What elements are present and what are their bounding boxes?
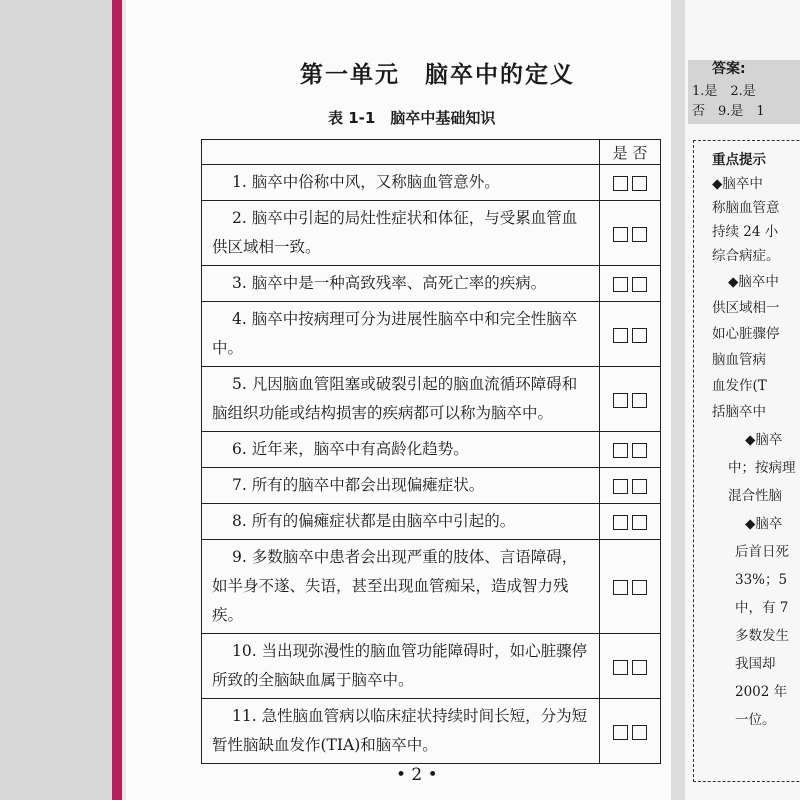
table-row xyxy=(202,367,661,432)
answer-cell xyxy=(600,634,661,699)
answer-cell xyxy=(600,699,661,764)
answer-cell xyxy=(600,201,661,266)
answer-line: 1.是 2.是 xyxy=(692,84,756,99)
yes-checkbox[interactable] xyxy=(613,443,628,458)
yes-checkbox[interactable] xyxy=(613,328,628,343)
no-checkbox[interactable] xyxy=(632,515,647,530)
table-row xyxy=(202,634,661,699)
answer-cell xyxy=(600,432,661,468)
tip-line: 中，有 7 xyxy=(735,600,789,616)
table-row xyxy=(202,699,661,764)
question-text: 8. 所有的偏瘫症状都是由脑卒中引起的。 xyxy=(202,504,600,540)
answer-cell xyxy=(600,367,661,432)
table-header-row xyxy=(202,140,661,165)
yes-checkbox[interactable] xyxy=(613,393,628,408)
table-row xyxy=(202,201,661,266)
tip-line: 括脑卒中 xyxy=(712,404,766,420)
answer-cell xyxy=(600,540,661,634)
yes-checkbox[interactable] xyxy=(613,479,628,494)
tip-line: 多数发生 xyxy=(735,628,789,644)
table-row xyxy=(202,468,661,504)
book-spine-area xyxy=(0,0,112,800)
question-text: 10. 当出现弥漫性的脑血管功能障碍时，如心脏骤停所致的全脑缺血属于脑卒中。 xyxy=(202,634,600,699)
answer-cell xyxy=(600,302,661,367)
tip-line: 称脑血管意 xyxy=(712,200,780,216)
tip-line: 供区域相一 xyxy=(712,300,780,316)
table-row xyxy=(202,165,661,201)
tip-line: 中；按病理 xyxy=(728,460,796,476)
tip-line: ◆脑卒中 xyxy=(712,176,763,192)
tip-line: 血发作(T xyxy=(712,378,767,394)
no-checkbox[interactable] xyxy=(632,277,647,292)
question-text: 4. 脑卒中按病理可分为进展性脑卒中和完全性脑卒中。 xyxy=(202,302,600,367)
question-header-cell xyxy=(202,140,600,165)
no-checkbox[interactable] xyxy=(632,227,647,242)
yes-checkbox[interactable] xyxy=(613,660,628,675)
table-row xyxy=(202,432,661,468)
tip-line: ◆脑卒中 xyxy=(728,274,779,290)
question-text: 11. 急性脑血管病以临床症状持续时间长短，分为短暂性脑缺血发作(TIA)和脑卒中。 xyxy=(202,699,600,764)
tip-line: 后首日死 xyxy=(735,544,789,560)
tip-line: 混合性脑 xyxy=(728,488,782,504)
tip-line: 持续 24 小 xyxy=(712,224,779,240)
no-checkbox[interactable] xyxy=(632,443,647,458)
page-number: • 2 • xyxy=(396,765,438,785)
answer-cell xyxy=(600,266,661,302)
tip-line: 综合病症。 xyxy=(712,248,780,264)
answer-cell xyxy=(600,504,661,540)
yes-no-header: 是 否 xyxy=(600,140,661,165)
table-row xyxy=(202,504,661,540)
yes-checkbox[interactable] xyxy=(613,277,628,292)
tip-line: 我国却 xyxy=(735,656,776,672)
question-text: 7. 所有的脑卒中都会出现偏瘫症状。 xyxy=(202,468,600,504)
tip-line: 一位。 xyxy=(735,712,776,728)
tips-title: 重点提示 xyxy=(712,152,766,168)
table-row xyxy=(202,302,661,367)
yes-checkbox[interactable] xyxy=(613,515,628,530)
question-text: 5. 凡因脑血管阻塞或破裂引起的脑血流循环障碍和脑组织功能或结构损害的疾病都可以称为脑卒中。 xyxy=(202,367,600,432)
no-checkbox[interactable] xyxy=(632,176,647,191)
tip-line: 33%；5 xyxy=(735,572,788,588)
no-checkbox[interactable] xyxy=(632,393,647,408)
tip-line: ◆脑卒 xyxy=(745,516,783,532)
tip-line: 2002 年 xyxy=(735,684,788,700)
yes-checkbox[interactable] xyxy=(613,580,628,595)
no-checkbox[interactable] xyxy=(632,580,647,595)
no-checkbox[interactable] xyxy=(632,479,647,494)
quiz-table xyxy=(201,139,661,764)
table-row xyxy=(202,540,661,634)
no-checkbox[interactable] xyxy=(632,725,647,740)
question-text: 2. 脑卒中引起的局灶性症状和体征，与受累血管血供区域相一致。 xyxy=(202,201,600,266)
answer-line: 否 9.是 1 xyxy=(692,104,765,119)
answer-label: 答案: xyxy=(712,61,746,77)
yes-checkbox[interactable] xyxy=(613,227,628,242)
no-checkbox[interactable] xyxy=(632,660,647,675)
yes-checkbox[interactable] xyxy=(613,176,628,191)
question-text: 9. 多数脑卒中患者会出现严重的肢体、言语障碍，如半身不遂、失语，甚至出现血管痴呆，造成智力残疾。 xyxy=(202,540,600,634)
no-checkbox[interactable] xyxy=(632,328,647,343)
answer-cell xyxy=(600,468,661,504)
book-cover-edge xyxy=(112,0,122,800)
unit-title: 第一单元 脑卒中的定义 xyxy=(300,62,575,88)
yes-checkbox[interactable] xyxy=(613,725,628,740)
answer-cell xyxy=(600,165,661,201)
table-caption: 表 1-1 脑卒中基础知识 xyxy=(328,109,496,127)
tip-line: 脑血管病 xyxy=(712,352,766,368)
question-text: 3. 脑卒中是一种高致残率、高死亡率的疾病。 xyxy=(202,266,600,302)
table-row xyxy=(202,266,661,302)
tip-line: ◆脑卒 xyxy=(745,432,783,448)
page-gutter xyxy=(671,0,685,800)
question-text: 6. 近年来，脑卒中有高龄化趋势。 xyxy=(202,432,600,468)
question-text: 1. 脑卒中俗称中风，又称脑血管意外。 xyxy=(202,165,600,201)
tip-line: 如心脏骤停 xyxy=(712,326,780,342)
